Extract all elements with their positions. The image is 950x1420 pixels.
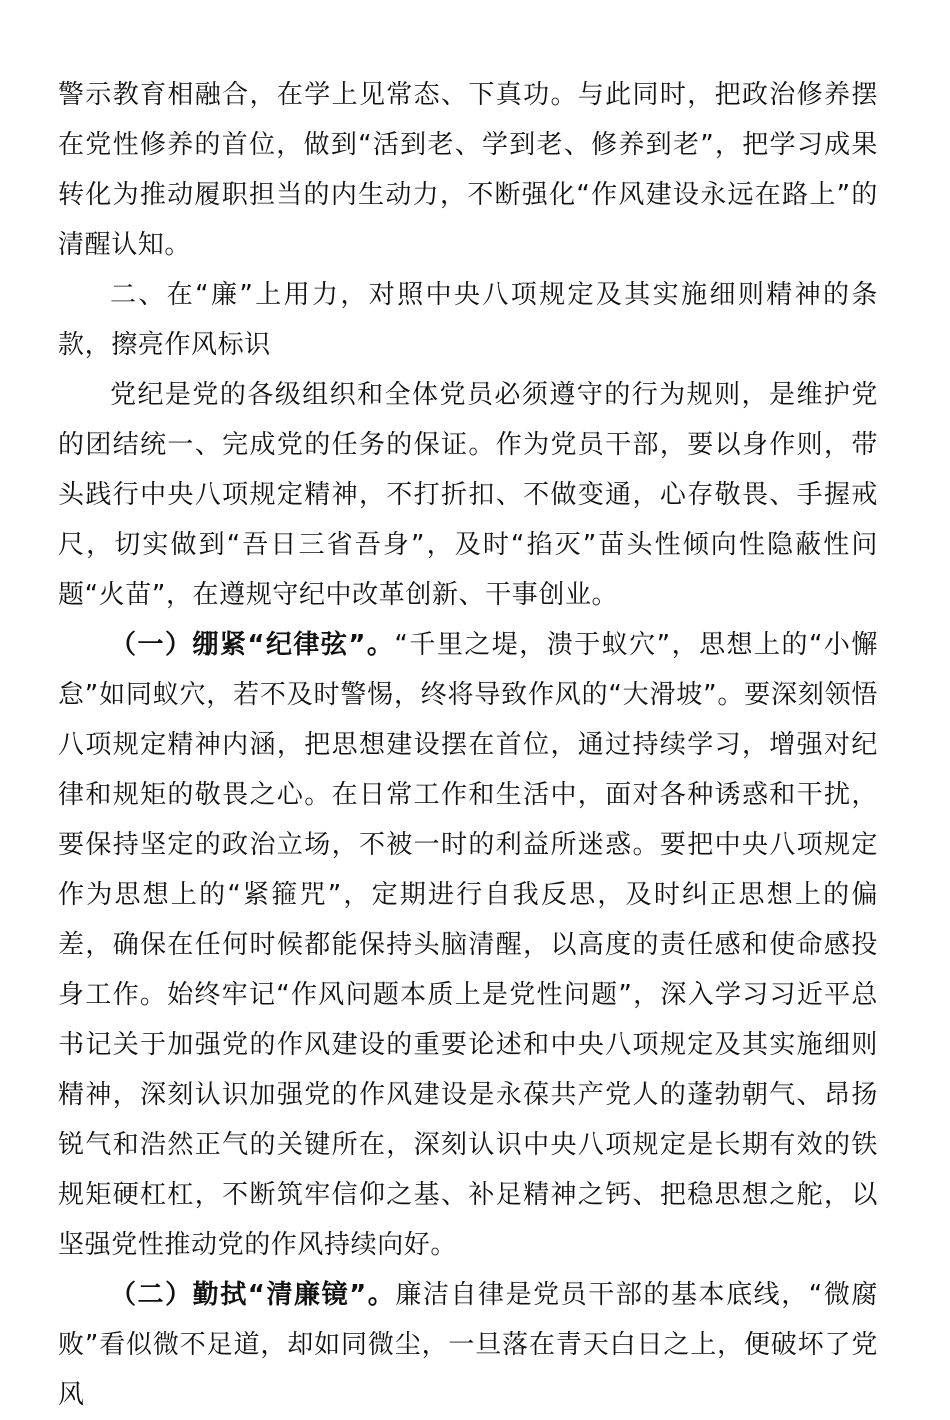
subsection-paragraph-2: [58, 1270, 878, 1420]
document-page: [58, 70, 878, 1420]
section-heading-2: 二、在“廉”上用力，对照中央八项规定及其实施细则精神的条款，擦亮作风标识: [58, 280, 878, 360]
subsection-paragraph-1: [58, 620, 878, 1270]
subsection-body-1: “千里之堤，溃于蚁穴”，思想上的“小懈怠”如同蚁穴，若不及时警惕，终将导致作风的“大滑坡”。要深刻领悟八项规定精神内涵，把思想建设摆在首位，通过持续学习，增强对纪律和规矩的敬畏之心。在日常工作和生活中，面对各种诱惑和干扰，要保持坚定的政治立场，不被一时的利益所迷惑。要把中央八项规定作为思想上的“紧箍咒”，定期进行自我反思，及时纠正思想上的偏差，确保在任何时候都能保持头脑清醒，以高度的责任感和使命感投身工作。始终牢记“作风问题本质上是党性问题”，深入学习习近平总书记关于加强党的作风建设的重要论述和中央八项规定及其实施细则精神，深刻认识加强党的作风建设是永葆共产党人的蓬勃朝气、昂扬锐气和浩然正气的关键所在，深刻认识中央八项规定是长期有效的铁规矩硬杠杠，不断筑牢信仰之基、补足精神之钙、把稳思想之舵，以坚强党性推动党的作风持续向好。: [58, 630, 879, 1260]
body-paragraph-3: 党纪是党的各级组织和全体党员必须遵守的行为规则，是维护党的团结统一、完成党的任务的保证。作为党员干部，要以身作则，带头践行中央八项规定精神，不打折扣、不做变通，心存敬畏、手握戒尺，切实做到“吾日三省吾身”，及时“掐灭”苗头性倾向性隐蔽性问题“火苗”，在遵规守纪中改革创新、干事创业。: [58, 380, 878, 610]
subsection-title-1: （一）绷紧“纪律弦”。: [110, 630, 395, 660]
subsection-body-2: 廉洁自律是党员干部的基本底线，“微腐败”看似微不足道，却如同微尘，一旦落在青天白日之上，便破坏了党风: [58, 1280, 878, 1410]
body-paragraph-1: 警示教育相融合，在学上见常态、下真功。与此同时，把政治修养摆在党性修养的首位，做到“活到老、学到老、修养到老”，把学习成果转化为推动履职担当的内生动力，不断强化“作风建设永远在路上”的清醒认知。: [58, 80, 878, 260]
subsection-title-2: （二）勤拭“清廉镜”。: [110, 1280, 396, 1310]
